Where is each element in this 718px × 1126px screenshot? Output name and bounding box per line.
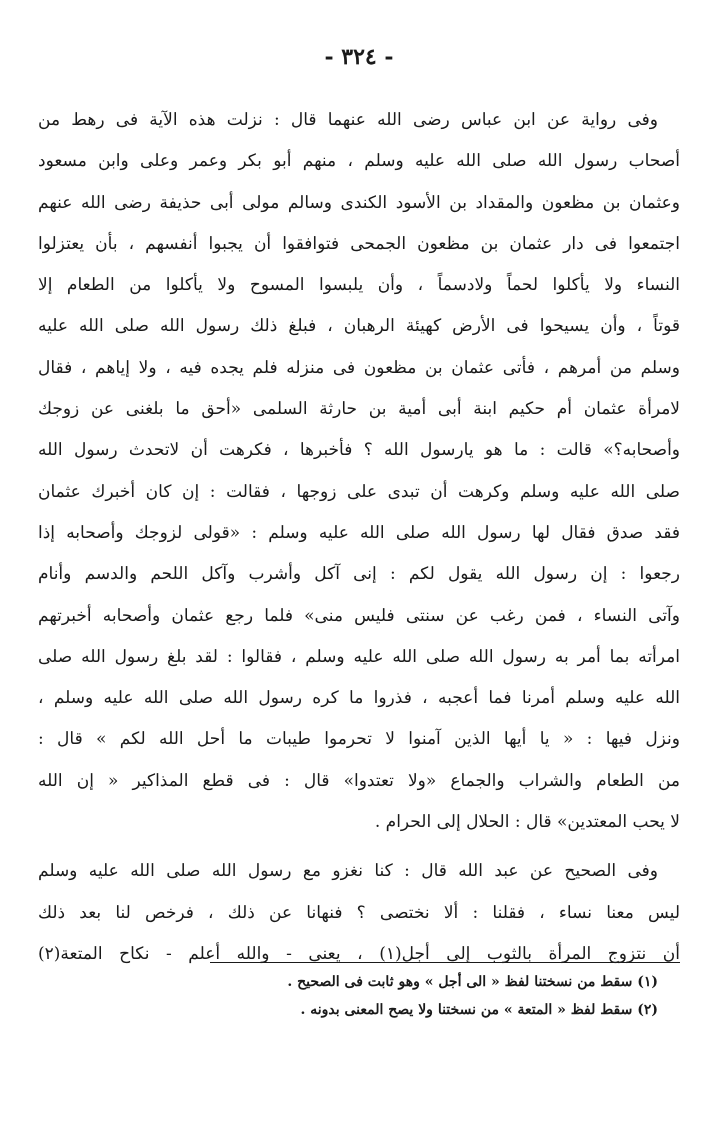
text-line: امرأته بما أمر به رسول الله صلى الله عليه وسلم ، فقالوا : لقد بلغ رسول الله صلى bbox=[38, 646, 680, 667]
text-line: وفى رواية عن ابن عباس رضى الله عنهما قال : نزلت هذه الآية فى رهط من bbox=[38, 110, 658, 130]
text-line: وآتى النساء ، فمن رغب عن سنتى فليس منى» فلما رجع عثمان وأصحابه أخبرتهم bbox=[38, 605, 680, 626]
text-line: صلى الله عليه وسلم وكرهت أن تبدى على زوجها ، فقالت : إن كان أخبرك عثمان bbox=[38, 481, 680, 502]
footnote-divider bbox=[210, 962, 680, 963]
text-line: رجعوا : إن رسول الله يقول لكم : إنى آكل وأشرب وآكل اللحم والدسم وأنام bbox=[38, 564, 680, 585]
text-line: النساء ولا يأكلوا لحماً ولادسماً ، وأن يلبسوا المسوح ولا يأكلوا من الطعام إلا bbox=[38, 275, 680, 296]
text-line: أن نتزوج المرأة بالثوب إلى أجل(١) ، يعنى - والله أعلم - نكاح المتعة(٢) bbox=[38, 943, 680, 964]
footnotes bbox=[38, 968, 658, 1024]
paragraph-2 bbox=[38, 851, 680, 975]
text-line: الله عليه وسلم أمرنا فما أعجبه ، فذروا ما كره رسول الله صلى الله عليه وسلم ، bbox=[38, 688, 680, 709]
main-text bbox=[38, 100, 680, 975]
text-line: قوتاً ، وأن يسيحوا فى الأرض كهيئة الرهبان ، فبلغ ذلك رسول الله صلى الله عليه bbox=[38, 316, 680, 337]
text-line: ونزل فيها : « يا أيها الذين آمنوا لا تحرموا طيبات ما أحل الله لكم » قال : bbox=[38, 729, 680, 750]
text-line: أصحاب رسول الله صلى الله عليه وسلم ، منهم أبو بكر وعمر وعلى وابن مسعود bbox=[38, 151, 680, 172]
text-line: وعثمان بن مظعون والمقداد بن الأسود الكندى وسالم مولى أبى حذيفة رضى الله عنهم bbox=[38, 192, 680, 213]
paragraph-gap bbox=[38, 843, 680, 851]
text-line: ليس معنا نساء ، فقلنا : ألا نختصى ؟ فنهانا عن ذلك ، فرخص لنا بعد ذلك bbox=[38, 902, 680, 923]
text-line: وأصحابه؟» قالت : ما هو يارسول الله ؟ فأخبرها ، فكرهت أن لاتحدث رسول الله bbox=[38, 440, 680, 461]
text-line: اجتمعوا فى دار عثمان بن مظعون الجمحى فتوافقوا أن يجبوا أنفسهم ، بأن يعتزلوا bbox=[38, 233, 680, 254]
page-number: - ٣٢٤ - bbox=[324, 44, 394, 70]
text-line: لامرأة عثمان أم حكيم ابنة أبى أمية بن حارثة السلمى «أحق ما بلغنى عن زوجك bbox=[38, 399, 680, 420]
paragraph-1 bbox=[38, 100, 680, 843]
footnote-2: (٢) سقط لفظ « المتعة » من نسختنا ولا يصح المعنى بدونه . bbox=[300, 1002, 658, 1018]
footnote-1: (١) سقط من نسختنا لفظ « الى أجل » وهو ثابت فى الصحيح . bbox=[287, 974, 658, 990]
text-line: لا يحب المعتدين» قال : الحلال إلى الحرام . bbox=[374, 812, 680, 833]
text-line: من الطعام والشراب والجماع «ولا تعتدوا» قال : فى قطع المذاكير « إن الله bbox=[38, 770, 680, 791]
text-line: وسلم من أمرهم ، فأتى عثمان بن مظعون فى منزله فلم يجده فيه ، ولا إياهم ، فقال bbox=[38, 357, 680, 378]
text-line: فقد صدق فقال لها رسول الله صلى الله عليه وسلم : «قولى لزوجك وأصحابه إذا bbox=[38, 522, 680, 543]
text-line: وفى الصحيح عن عبد الله قال : كنا نغزو مع رسول الله صلى الله عليه وسلم bbox=[38, 861, 658, 882]
